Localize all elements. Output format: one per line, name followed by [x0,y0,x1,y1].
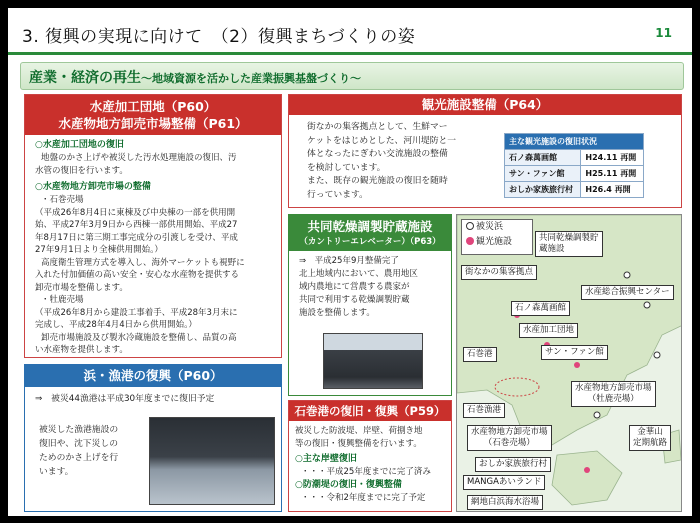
map-label-ishinomakiko: 石巻港 [463,347,497,362]
pink-dot-icon [466,237,474,245]
page-title: 3. 復興の実現に向けて （2）復興まちづくりの姿 [22,27,416,47]
kanko-line: 体となったにぎわい交流施設の整備 [307,149,448,159]
white-dot-icon [466,222,474,230]
suisan-item2-sub2: ・牡鹿売場 [41,295,84,305]
facility-reopen-date: H26.4 再開 [581,182,644,198]
facility-name: サン・ファン館 [505,166,581,182]
slide [8,8,692,516]
hama-line: 復旧や、沈下災しの [39,439,118,449]
map-label-sogo: 水産総合振興センター [581,285,674,300]
hama-line: います。 [39,467,74,477]
kyodo-line: ⇒ 平成25年9月整備完了 [299,256,399,266]
page-number: 11 [655,26,672,40]
kyodo-line: 共同で利用する乾燥調製貯蔵 [299,295,410,305]
hama-heading: 浜・漁港の復興（P60） [25,365,281,387]
suisan-item2-line: 入れた付加価値の高い安全・安心な水産物を提供する [35,270,240,280]
legend-item-damaged-beach [462,220,532,235]
map-label-ishinomakigyoko: 石巻漁港 [463,403,505,418]
map-label-oshika-village: おしか家族旅行村 [475,457,551,472]
suisan-item2-line: い水産物を提供します。 [35,345,128,355]
kanko-heading: 観光施設整備（P64） [289,95,681,115]
legend-item-tourism [462,235,532,250]
kanko-body [307,121,456,202]
map-marker [594,412,600,418]
header-divider [8,52,692,55]
map-label-kinkasan: 金華山 定期航路 [629,425,671,451]
map-label-ishinomori: 石ノ森萬画館 [511,301,570,316]
map-legend [461,219,533,255]
ishinomaki-port-body [289,421,451,504]
map-label-machinaka: 街なかの集客拠点 [461,265,537,280]
legend-label: 観光施設 [476,237,513,247]
kanko-panel [288,94,682,208]
map-marker [654,352,660,358]
kyodo-panel [288,214,452,396]
map-label-kakodanchi: 水産加工団地 [519,323,578,338]
map-label-shirahama: 網地白浜海水浴場 [467,495,543,510]
table-row [505,182,644,198]
table-row [505,166,644,182]
kanko-line: を検討しています。 [307,162,386,173]
ishinomaki-port-panel [288,400,452,512]
fishing-port-photo [149,417,275,505]
map-marker [624,272,630,278]
suisan-item2-line: 始、平成27年3月9日から西棟一部供用開始、平成27 [35,220,238,230]
country-elevator-photo [323,333,423,389]
map-marker [644,302,650,308]
ishinomaki-port-item1-title: ○主な岸壁復旧 [295,454,357,464]
suisan-item2-line: 27年9月1日より全棟供用開始。） [35,245,163,255]
suisan-item1-title: ○水産加工団地の復旧 [35,140,124,150]
kyodo-body [289,251,451,320]
legend-label: 被災浜 [476,222,504,232]
facility-status-table [504,133,644,198]
suisan-panel [24,94,282,358]
suisan-item2-line: 完成し、平成28年4月4日から供用開始。） [35,320,197,330]
suisan-heading-line2: 水産物地方卸売市場整備（P61） [58,116,248,131]
hama-line: ためのかさ上げを行 [39,453,119,463]
facility-reopen-date: H25.11 再開 [581,166,644,182]
kyodo-heading-line1: 共同乾燥調製貯蔵施設 [307,219,433,234]
ishinomaki-port-item2-body: ・・・令和2年度までに完了予定 [301,492,426,503]
kyodo-line: 域内農地にて営農する農家が [299,282,410,292]
kyodo-heading [289,215,451,251]
map-marker [574,362,580,368]
suisan-heading [25,95,281,135]
area-map [456,214,682,512]
suisan-item2-line: 卸売市場施設及び製氷冷蔵施設を整備し、品質の高 [41,332,237,343]
suisan-item2-line: 年8月17日に第三期工事完成分の引渡しを受け、平成 [35,232,238,243]
ishinomaki-port-line: 被災した防波堤、岸壁、荷捌き地 [295,426,423,436]
section-subtitle: ～地域資源を活かした産業振興基盤づくり～ [141,72,361,85]
kyodo-heading-line2: （カントリーエレベーター）（P63） [299,237,441,247]
suisan-body [25,135,281,357]
section-title-main: 産業・経済の再生 [29,70,141,86]
map-label-oshika-market: 水産物地方卸売市場 （牡鹿売場） [571,381,656,407]
facility-table-title: 主な観光施設の復旧状況 [505,134,644,150]
table-row [505,150,644,166]
hama-line: 被災した漁港施設の [39,425,119,435]
section-banner [20,62,684,90]
kanko-line: 街なかの集客拠点として、生鮮マー [307,122,448,132]
section-title [29,67,361,87]
facility-name: 石ノ森萬画館 [505,150,581,166]
suisan-item2-line: （平成26年8月から建設工事着手、平成28年3月末に [35,307,238,318]
suisan-heading-line1: 水産加工団地（P60） [89,99,217,114]
hama-body [39,423,118,479]
suisan-item2-line: 高度衛生管理方式を導入し、海外マーケットも視野に [41,257,245,268]
map-label-ishinomaki-market: 水産物地方卸売市場 （石巻売場） [467,425,552,451]
ishinomaki-port-line: 等の復旧・復興整備を行います。 [295,439,422,449]
ishinomaki-port-item1-body: ・・・平成25年度までに完了済み [301,467,431,477]
suisan-item1-line: 水管の復旧を行います。 [35,165,128,176]
suisan-item1-line: 地盤のかさ上げや被災した汚水処理施設の復旧、汚 [41,153,237,163]
suisan-item2-line: （平成26年8月4日に東棟及び中央棟の一部を供用開 [35,207,236,218]
kyodo-line: 北上地域内において、農用地区 [299,269,418,279]
suisan-item2-line: 卸売市場を整備します。 [35,282,128,293]
kanko-line: また、既存の観光施設の復旧を随時 [307,176,448,186]
suisan-item2-title: ○水産物地方卸売市場の整備 [35,182,151,192]
map-label-sanjuan: サン・ファン館 [541,345,608,360]
map-label-manga: MANGAあいランド [463,475,545,490]
kanko-line: 行っています。 [307,189,368,200]
suisan-item2-sub1: ・石巻売場 [41,195,84,205]
ishinomaki-port-item2-title: ○防潮堤の復旧・復興整備 [295,479,402,490]
map-label-kyodo: 共同乾燥調製貯 蔵施設 [535,231,603,257]
kyodo-line: 施設を整備します。 [299,308,375,318]
hama-summary: ⇒ 被災44漁港は平成30年度までに復旧予定 [35,394,215,404]
hama-panel [24,364,282,512]
kanko-line: ケットをはじめとした、河川堤防と一 [307,135,457,146]
facility-name: おしか家族旅行村 [505,182,581,198]
facility-reopen-date: H24.11 再開 [581,150,644,166]
map-marker [584,467,590,473]
ishinomaki-port-heading: 石巻港の復旧・復興（P59） [289,401,451,421]
